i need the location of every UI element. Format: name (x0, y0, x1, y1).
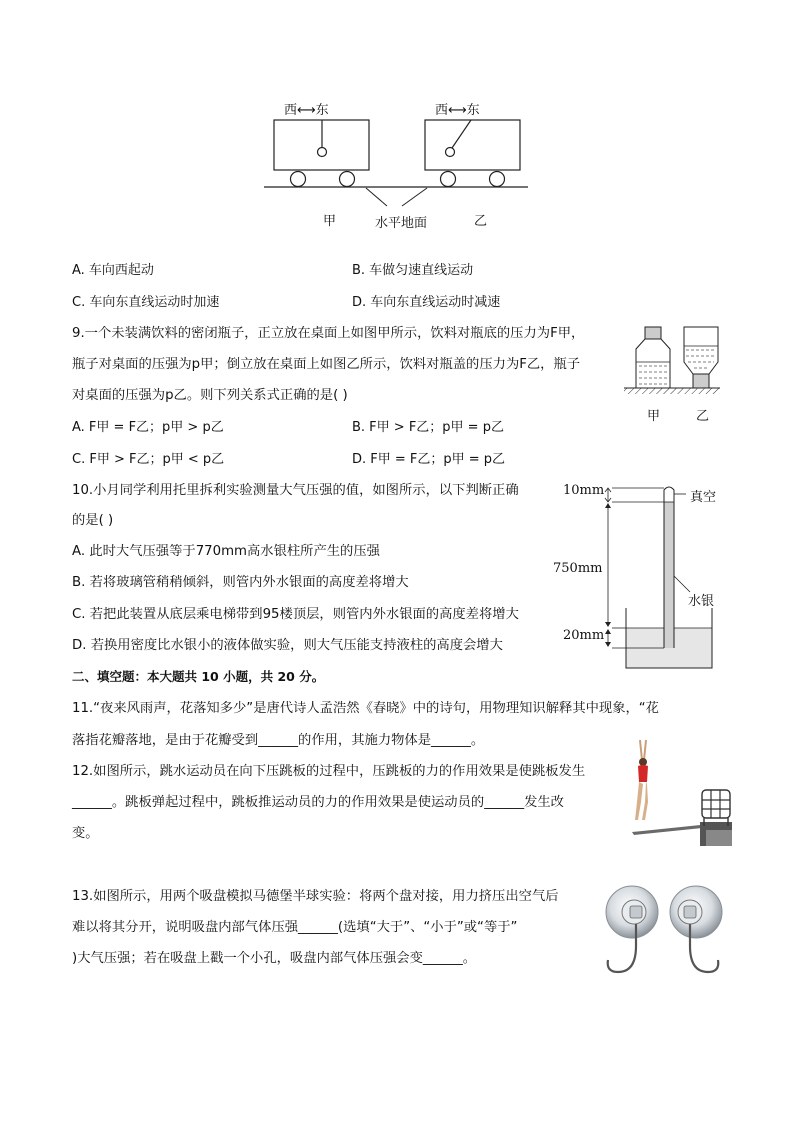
bottle-inverted (684, 327, 718, 388)
suction-cup-left (606, 886, 658, 972)
bottle-label-jia: 甲 (647, 409, 661, 424)
q9-option-a: A. F甲 = F乙；p甲 > p乙 (72, 420, 224, 435)
cart-left (274, 120, 369, 187)
q9-option-c: C. F甲 > F乙；p甲 < p乙 (72, 452, 225, 467)
bottle-upright (636, 327, 670, 388)
q8-option-a: A. 车向西起动 (72, 263, 154, 278)
q13-line-2: 难以将其分开，说明吸盘内部气体压强______(选填“大于”、“小于”或“等于” (72, 920, 518, 935)
label-vacuum: 真空 (690, 490, 717, 505)
q11-line-1: 11.“夜来风雨声，花落知多少”是唐代诗人孟浩然《春晓》中的诗句，用物理知识解释其中现象，“花 (72, 701, 659, 716)
suction-cup-right (670, 886, 722, 972)
label-yi: 乙 (474, 214, 488, 229)
q9-line-1: 9.一个未装满饮料的密闭瓶子，正立放在桌面上如图甲所示，饮料对瓶底的压力为F甲， (72, 326, 585, 341)
q10-line-1: 10.小月同学利用托里拆利实验测量大气压强的值，如图所示，以下判断正确 (72, 483, 519, 498)
direction-label-left: 西⟷东 (284, 103, 329, 118)
section-2-heading: 二、填空题：本大题共 10 小题，共 20 分。 (72, 669, 325, 684)
dim-10mm: 10mm (563, 483, 605, 498)
q12-line-1: 12.如图所示，跳水运动员在向下压跳板的过程中，压跳板的力的作用效果是使跳板发生 (72, 764, 586, 779)
bottle-figure (622, 322, 722, 400)
q12-line-3: 变。 (72, 826, 99, 841)
q8-option-d: D. 车向东直线运动时减速 (352, 295, 501, 310)
q9-line-2: 瓶子对桌面的压强为p甲；倒立放在桌面上如图乙所示，饮料对瓶盖的压力为F乙，瓶子 (72, 357, 581, 372)
q10-option-a: A. 此时大气压强等于770mm高水银柱所产生的压强 (72, 544, 380, 559)
q10-option-c: C. 若把此装置从底层乘电梯带到95楼顶层，则管内外水银面的高度差将增大 (72, 607, 519, 622)
q10-line-2: 的是( ) (72, 513, 114, 528)
q10-option-b: B. 若将玻璃管稍稍倾斜，则管内外水银面的高度差将增大 (72, 575, 409, 590)
q9-option-b: B. F甲 > F乙；p甲 = p乙 (352, 420, 504, 435)
label-ground: 水平地面 (375, 216, 428, 231)
bottle-label-yi: 乙 (696, 409, 710, 424)
dim-750mm: 750mm (553, 561, 603, 576)
label-mercury: 水银 (688, 594, 715, 609)
cart-right (425, 120, 520, 187)
q12-line-2: ______。跳板弹起过程中，跳板推运动员的力的作用效果是使运动员的______发生改 (72, 795, 564, 810)
direction-label-right: 西⟷东 (435, 103, 480, 118)
suction-cup-figure (598, 880, 732, 984)
diver (635, 740, 648, 820)
q8-option-b: B. 车做匀速直线运动 (352, 263, 474, 278)
q10-option-d: D. 若换用密度比水银小的液体做实验，则大气压能支持液柱的高度会增大 (72, 638, 503, 653)
q13-line-1: 13.如图所示，用两个吸盘模拟马德堡半球实验：将两个盘对接，用力挤压出空气后 (72, 889, 559, 904)
q13-line-3: )大气压强；若在吸盘上戳一个小孔，吸盘内部气体压强会变______。 (72, 951, 477, 966)
railing (702, 790, 730, 818)
diver-figure (626, 738, 732, 848)
q11-line-2: 落指花瓣落地，是由于花瓣受到______的作用，其施力物体是______。 (72, 733, 485, 748)
label-jia: 甲 (323, 214, 337, 229)
dim-20mm: 20mm (563, 628, 605, 643)
q9-line-3: 对桌面的压强为p乙。则下列关系式正确的是( ) (72, 388, 348, 403)
torricelli-figure (560, 478, 730, 674)
q9-option-d: D. F甲 = F乙；p甲 = p乙 (352, 452, 506, 467)
q8-option-c: C. 车向东直线运动时加速 (72, 295, 220, 310)
